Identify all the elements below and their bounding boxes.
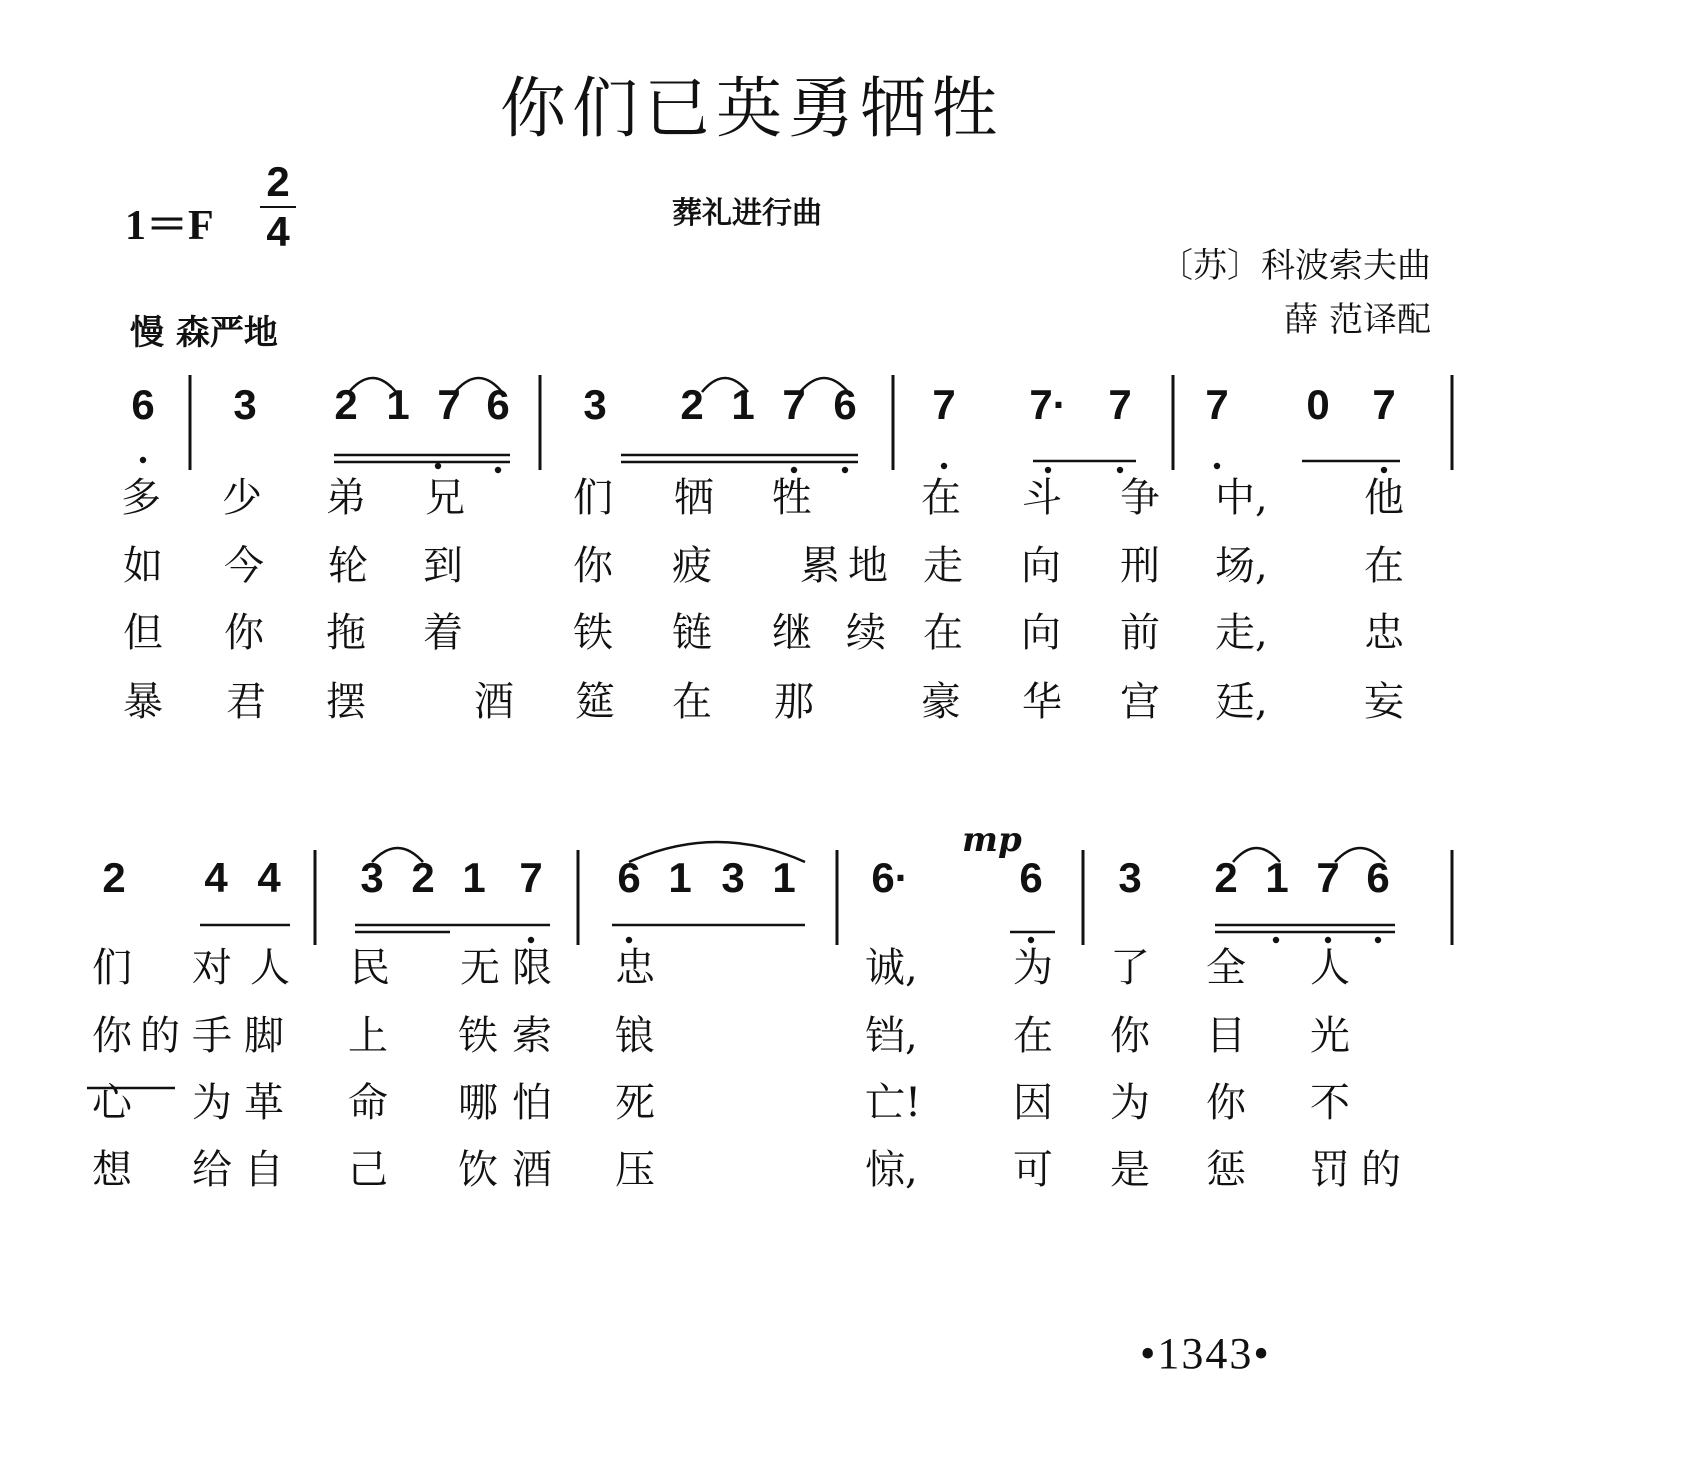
- octave-dot-s1-2: [842, 467, 848, 473]
- time-signature-top: 2: [266, 158, 290, 205]
- lyric-system1-verse1-11: 中,: [1215, 475, 1268, 521]
- lyric-system1-verse3-7: 继: [772, 610, 812, 656]
- lyric-system1-verse1-4: 兄: [425, 475, 465, 521]
- lyric-system1-verse3-4: 着: [423, 610, 463, 656]
- note-system1-17: 7: [1372, 381, 1396, 428]
- octave-dot-s1-4: [941, 463, 947, 469]
- key-signature: 1＝F: [125, 203, 214, 249]
- lyric-system2-verse3-5: 哪: [458, 1080, 498, 1126]
- lyric-system1-verse3-8: 续: [846, 610, 886, 656]
- lyric-system2-verse1-1: 们: [92, 945, 132, 991]
- lyric-system2-verse1-2: 对: [192, 945, 232, 991]
- note-system2-12: 6·: [871, 854, 909, 901]
- lyric-system2-verse4-2: 给: [192, 1147, 232, 1193]
- note-system1-4: 1: [386, 381, 410, 428]
- lyric-system1-verse3-13: 忠: [1364, 610, 1404, 656]
- slur-s2-long: [629, 842, 805, 862]
- note-system2-6: 1: [462, 854, 486, 901]
- lyric-system2-verse1-8: 诚,: [865, 945, 918, 991]
- note-system2-11: 1: [772, 854, 796, 901]
- lyric-system1-verse3-9: 在: [923, 610, 963, 656]
- note-system1-7: 3: [583, 381, 607, 428]
- note-system1-1: 6: [131, 381, 155, 428]
- octave-dot-s1-extra-1: [791, 467, 797, 473]
- lyric-system1-verse2-8: 地: [848, 543, 888, 589]
- lyric-system1-verse2-5: 你: [573, 543, 613, 589]
- lyric-system2-verse3-12: 不: [1310, 1080, 1350, 1126]
- lyric-system2-verse4-7: 压: [615, 1147, 655, 1193]
- lyric-system2-verse1-4: 民: [350, 945, 390, 991]
- lyric-system1-verse2-12: 场,: [1215, 543, 1268, 589]
- note-system2-8: 6: [617, 854, 641, 901]
- lyric-system2-verse1-5: 无: [460, 945, 500, 991]
- lyric-system1-verse1-9: 斗: [1022, 475, 1062, 521]
- note-system2-10: 3: [721, 854, 745, 901]
- lyric-system1-verse4-4: 酒: [474, 679, 514, 725]
- lyric-system2-verse2-12: 目: [1206, 1013, 1246, 1059]
- lyric-system1-verse1-8: 在: [921, 475, 961, 521]
- lyric-system2-verse1-10: 了: [1110, 945, 1150, 991]
- lyric-system2-verse3-4: 命: [348, 1080, 388, 1126]
- lyric-system1-verse3-6: 链: [672, 610, 712, 656]
- lyric-system2-verse3-2: 为: [192, 1080, 232, 1126]
- lyric-system1-verse2-6: 疲: [672, 543, 712, 589]
- octave-dot-s1-6: [1117, 467, 1123, 473]
- note-system2-4: 3: [360, 854, 384, 901]
- lyric-system2-verse1-6: 限: [512, 945, 552, 991]
- note-system2-15: 2: [1214, 854, 1238, 901]
- slur-s2-3: [1335, 848, 1385, 862]
- lyric-system2-verse4-1: 想: [92, 1147, 132, 1193]
- lyric-system1-verse4-12: 妄: [1364, 679, 1404, 725]
- song-title: 你们已英勇牺牲: [500, 70, 1004, 147]
- lyric-system1-verse4-10: 宫: [1120, 679, 1160, 725]
- lyric-system2-verse1-3: 人: [250, 945, 290, 991]
- lyric-system2-verse3-6: 怕: [512, 1080, 552, 1126]
- lyric-system1-verse2-1: 如: [123, 543, 163, 589]
- lyric-system1-verse4-2: 君: [226, 679, 266, 725]
- lyric-system2-verse4-13: 的: [1361, 1147, 1401, 1193]
- octave-dot-s1-5: [1045, 467, 1051, 473]
- note-system1-13: 7·: [1029, 381, 1067, 428]
- lyric-system2-verse2-3: 手: [192, 1013, 232, 1059]
- lyric-system2-verse4-11: 惩: [1206, 1147, 1246, 1193]
- lyric-system1-verse3-1: 但: [123, 610, 163, 656]
- lyric-system1-verse1-7: 牲: [772, 475, 812, 521]
- tempo-marking: 慢 森严地: [130, 313, 278, 353]
- lyric-system2-verse3-8: 亡!: [865, 1080, 922, 1126]
- note-system1-11: 6: [833, 381, 857, 428]
- slur-s1-4: [800, 378, 848, 392]
- lyric-system1-verse4-9: 华: [1022, 679, 1062, 725]
- octave-dot-s2-5: [1375, 937, 1381, 943]
- lyric-system1-verse1-1: 多: [121, 475, 161, 521]
- lyric-system2-verse4-3: 自: [244, 1147, 284, 1193]
- lyric-system2-verse4-5: 饮: [458, 1147, 498, 1193]
- lyric-system1-verse3-2: 你: [224, 610, 264, 656]
- lyric-system2-verse4-4: 己: [348, 1147, 388, 1193]
- lyric-system1-verse4-5: 筵: [575, 679, 615, 725]
- translator-credit: 薛 范译配: [1284, 300, 1431, 340]
- octave-dot-s1-1: [140, 457, 146, 463]
- lyric-system2-verse2-13: 光: [1310, 1013, 1350, 1059]
- lyric-system2-verse3-3: 革: [244, 1080, 284, 1126]
- octave-dot-s1-extra-2: [435, 463, 441, 469]
- lyric-system1-verse4-1: 暴: [123, 679, 163, 725]
- note-system2-14: 3: [1118, 854, 1142, 901]
- note-system2-2: 4: [204, 854, 228, 901]
- slur-s1-1: [349, 378, 396, 392]
- lyric-system1-verse2-7: 累: [800, 543, 840, 589]
- lyric-system1-verse2-2: 今: [224, 543, 264, 589]
- lyric-system1-verse2-10: 向: [1021, 543, 1061, 589]
- lyric-system2-verse3-1: 心: [92, 1080, 132, 1126]
- octave-dot-s1-8: [1381, 467, 1387, 473]
- note-system2-5: 2: [411, 854, 435, 901]
- lyric-system2-verse2-5: 上: [348, 1013, 388, 1059]
- lyric-system1-verse2-4: 到: [423, 543, 463, 589]
- lyric-system2-verse1-9: 为: [1013, 945, 1053, 991]
- note-system2-3: 4: [257, 854, 281, 901]
- lyric-system1-verse3-10: 向: [1021, 610, 1061, 656]
- lyric-system2-verse2-11: 你: [1110, 1013, 1150, 1059]
- note-system2-1: 2: [102, 854, 126, 901]
- lyric-system2-verse1-7: 忠: [615, 945, 655, 991]
- note-system2-17: 7: [1316, 854, 1340, 901]
- lyric-system1-verse3-5: 铁: [573, 610, 613, 656]
- lyric-system1-verse4-6: 在: [672, 679, 712, 725]
- page-number: •1343•: [1140, 1329, 1271, 1378]
- lyric-system2-verse2-1: 你: [92, 1013, 132, 1059]
- lyric-system1-verse2-11: 刑: [1120, 543, 1160, 589]
- octave-dot-s2-2: [626, 937, 632, 943]
- octave-dot-s2-3: [1028, 937, 1034, 943]
- lyric-system2-verse4-12: 罚: [1310, 1147, 1350, 1193]
- note-system1-9: 1: [731, 381, 755, 428]
- note-system2-9: 1: [668, 854, 692, 901]
- lyric-system2-verse2-10: 在: [1013, 1013, 1053, 1059]
- lyric-system1-verse2-9: 走: [923, 543, 963, 589]
- note-system1-5: 7: [437, 381, 461, 428]
- song-subtitle: 葬礼进行曲: [672, 196, 822, 231]
- octave-dot-s1-7: [1214, 463, 1220, 469]
- note-system1-2: 3: [233, 381, 257, 428]
- lyric-system2-verse3-11: 你: [1206, 1080, 1246, 1126]
- octave-dot-s2-1: [528, 937, 534, 943]
- octave-dot-s1-3: [495, 467, 501, 473]
- note-system2-7: 7: [519, 854, 543, 901]
- lyric-system1-verse1-2: 少: [222, 475, 262, 521]
- lyric-system1-verse3-12: 走,: [1215, 610, 1268, 656]
- lyric-system2-verse2-4: 脚: [244, 1013, 284, 1059]
- note-system1-10: 7: [782, 381, 806, 428]
- lyric-system2-verse4-8: 惊,: [865, 1147, 918, 1193]
- note-system2-16: 1: [1265, 854, 1289, 901]
- lyric-system1-verse1-5: 们: [573, 475, 613, 521]
- lyric-system2-verse1-12: 人: [1310, 945, 1350, 991]
- note-system2-18: 6: [1366, 854, 1390, 901]
- lyric-system2-verse2-6: 铁: [458, 1013, 498, 1059]
- octave-dot-s2-6: [1273, 937, 1279, 943]
- lyric-system1-verse4-11: 廷,: [1215, 679, 1268, 725]
- note-system1-14: 7: [1108, 381, 1132, 428]
- lyric-system1-verse3-11: 前: [1120, 610, 1160, 656]
- note-system1-15: 7: [1205, 381, 1229, 428]
- lyric-system1-verse1-6: 牺: [674, 475, 714, 521]
- lyric-system1-verse4-3: 摆: [326, 679, 366, 725]
- note-system1-6: 6: [486, 381, 510, 428]
- lyric-system2-verse3-10: 为: [1110, 1080, 1150, 1126]
- note-system1-16: 0: [1306, 381, 1330, 428]
- slur-s1-2: [455, 378, 502, 392]
- slur-s2-1: [372, 848, 423, 862]
- lyric-system2-verse3-9: 因: [1013, 1080, 1053, 1126]
- lyric-system2-verse4-10: 是: [1110, 1147, 1150, 1193]
- lyric-system2-verse2-8: 锒: [615, 1013, 655, 1059]
- lyric-system1-verse1-10: 争: [1120, 475, 1160, 521]
- note-system2-13: 6: [1019, 854, 1043, 901]
- slur-s2-2: [1233, 848, 1280, 862]
- note-system1-12: 7: [932, 381, 956, 428]
- lyric-system2-verse2-9: 铛,: [865, 1013, 918, 1059]
- slur-s1-3: [702, 378, 748, 392]
- note-system1-3: 2: [334, 381, 358, 428]
- dynamic-marking: mp: [962, 820, 1022, 860]
- lyric-system1-verse4-7: 那: [774, 679, 814, 725]
- lyric-system1-verse4-8: 豪: [921, 679, 961, 725]
- lyric-system2-verse4-6: 酒: [512, 1147, 552, 1193]
- lyric-system1-verse2-13: 在: [1364, 543, 1404, 589]
- lyric-system2-verse2-7: 索: [512, 1013, 552, 1059]
- octave-dot-s2-4: [1325, 937, 1331, 943]
- time-signature-bottom: 4: [266, 208, 290, 255]
- note-system1-8: 2: [680, 381, 704, 428]
- lyric-system1-verse1-3: 弟: [326, 475, 366, 521]
- lyric-system1-verse3-3: 拖: [326, 610, 366, 656]
- composer-credit: 〔苏〕科波索夫曲: [1159, 246, 1431, 286]
- lyric-system1-verse1-12: 他: [1364, 475, 1404, 521]
- lyric-system2-verse3-7: 死: [615, 1080, 655, 1126]
- lyric-system1-verse2-3: 轮: [328, 543, 368, 589]
- lyric-system2-verse4-9: 可: [1013, 1147, 1053, 1193]
- lyric-system2-verse2-2: 的: [140, 1013, 180, 1059]
- lyric-system2-verse1-11: 全: [1206, 945, 1246, 991]
